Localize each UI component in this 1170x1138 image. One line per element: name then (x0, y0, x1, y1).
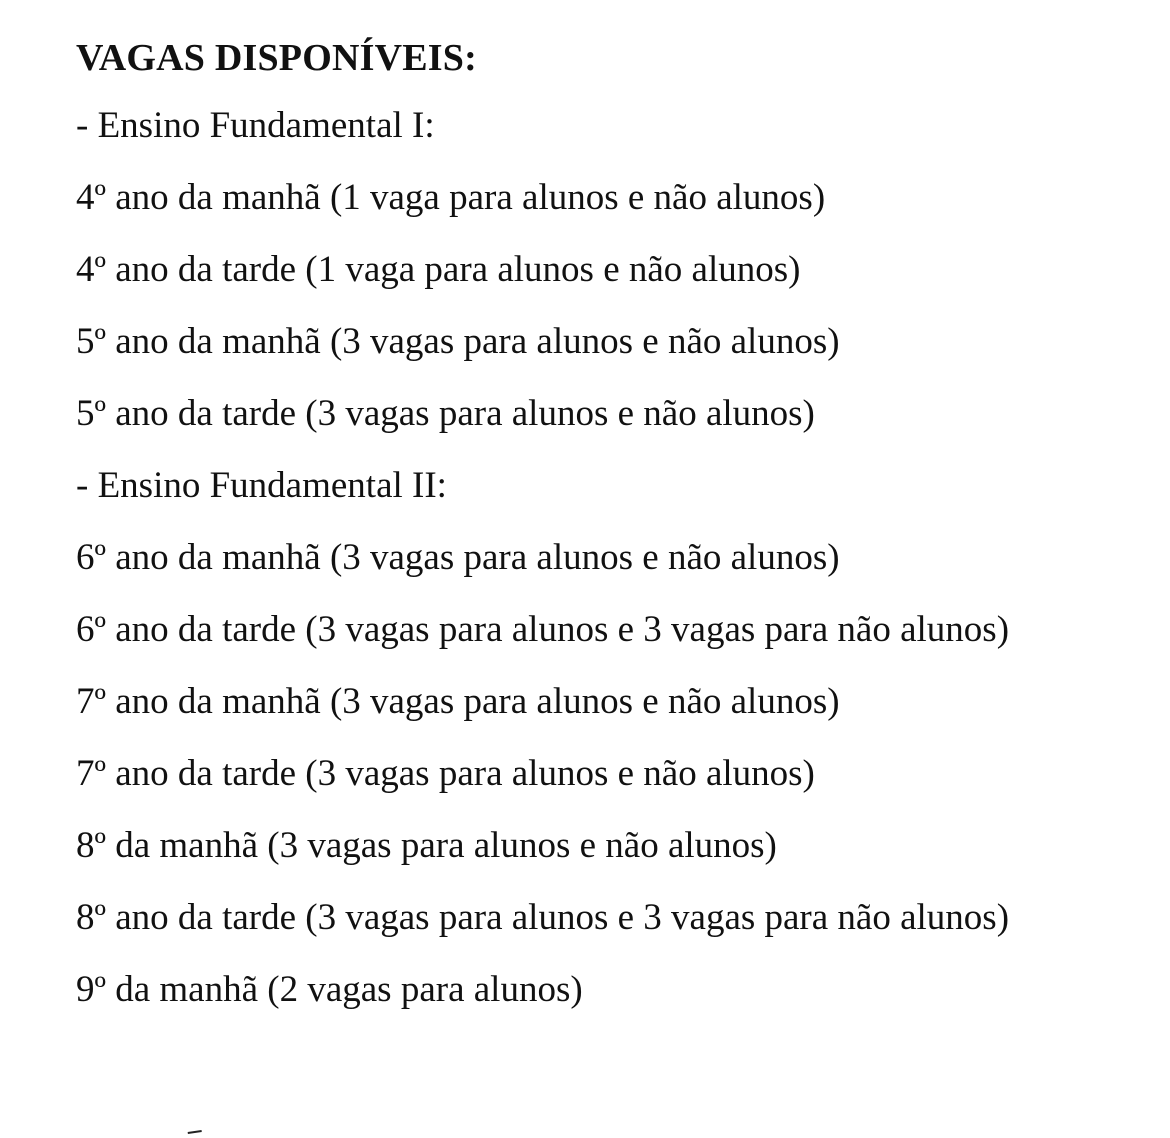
list-item: 5º ano da manhã (3 vagas para alunos e não alunos) (76, 321, 840, 362)
list-item: 4º ano da manhã (1 vaga para alunos e não alunos) (76, 177, 826, 218)
section-heading-fundamental-1: - Ensino Fundamental I: (76, 105, 435, 146)
list-item: 6º ano da tarde (3 vagas para alunos e 3 vagas para não alunos) (76, 609, 1010, 650)
list-item: 9º da manhã (2 vagas para alunos) (76, 969, 583, 1010)
list-item: 8º da manhã (3 vagas para alunos e não alunos) (76, 825, 777, 866)
list-item: 8º ano da tarde (3 vagas para alunos e 3 vagas para não alunos) (76, 897, 1010, 938)
list-item: 6º ano da manhã (3 vagas para alunos e não alunos) (76, 537, 840, 578)
list-item: 7º ano da tarde (3 vagas para alunos e não alunos) (76, 753, 815, 794)
list-item: 4º ano da tarde (1 vaga para alunos e não alunos) (76, 249, 801, 290)
list-item: 7º ano da manhã (3 vagas para alunos e não alunos) (76, 681, 840, 722)
document (76, 30, 1061, 1038)
section-heading-fundamental-2: - Ensino Fundamental II: (76, 465, 447, 506)
page-title: VAGAS DISPONÍVEIS: (76, 37, 477, 79)
list-item: 5º ano da tarde (3 vagas para alunos e não alunos) (76, 393, 815, 434)
cropped-text-fragment (188, 1130, 203, 1138)
